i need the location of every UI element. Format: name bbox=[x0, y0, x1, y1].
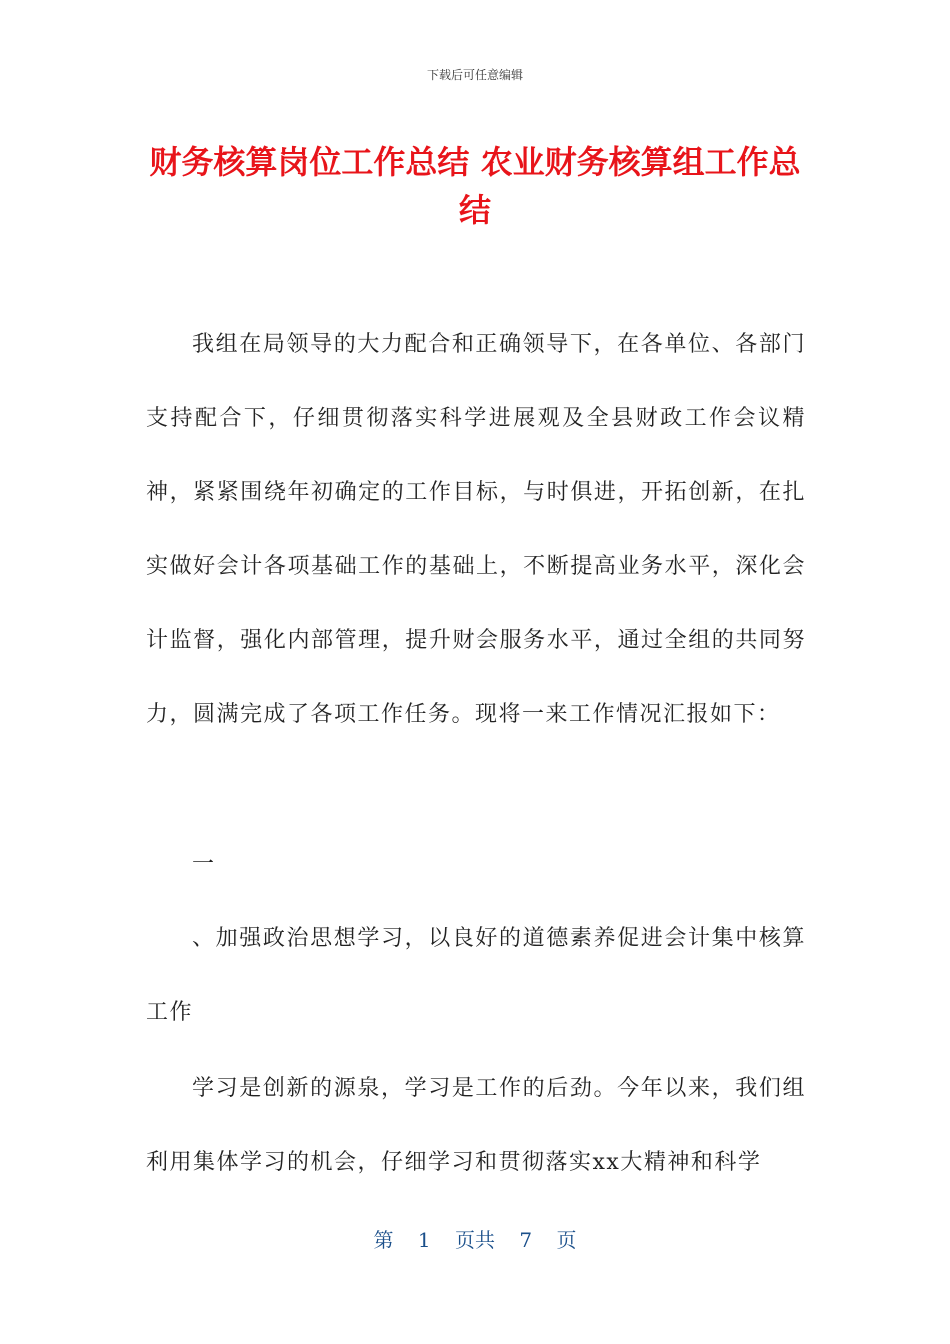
footer-middle: 页共 bbox=[455, 1228, 495, 1252]
total-pages-number: 7 bbox=[519, 1228, 533, 1252]
document-title: 财务核算岗位工作总结 农业财务核算组工作总结 bbox=[149, 143, 801, 229]
header-note: 下载后可任意编辑 bbox=[426, 68, 523, 82]
current-page-number: 1 bbox=[417, 1228, 431, 1252]
footer-prefix: 第 bbox=[373, 1228, 394, 1252]
page-footer bbox=[0, 1224, 950, 1253]
footer-suffix: 页 bbox=[556, 1228, 577, 1252]
body-paragraph: 我组在局领导的大力配合和正确领导下，在各单位、各部门支持配合下，仔细贯彻落实科学进展观及全县财政工作会议精神，紧紧围绕年初确定的工作目标，与时俱进，开拓创新，在扎实做好会计各项基础工作的基础上，不断提高业务水平，深化会计监督，强化内部管理，提升财会服务水平，通过全组的共同努力，圆满完成了各项工作任务。现将一来工作情况汇报如下： bbox=[146, 332, 806, 727]
section-number: 一 bbox=[192, 852, 216, 877]
section-heading: 、加强政治思想学习，以良好的道德素养促进会计集中核算工作 bbox=[146, 926, 806, 1025]
body-paragraph: 学习是创新的源泉，学习是工作的后劲。今年以来，我们组利用集体学习的机会，仔细学习和贯彻落实xx大精神和科学 bbox=[146, 1076, 806, 1175]
